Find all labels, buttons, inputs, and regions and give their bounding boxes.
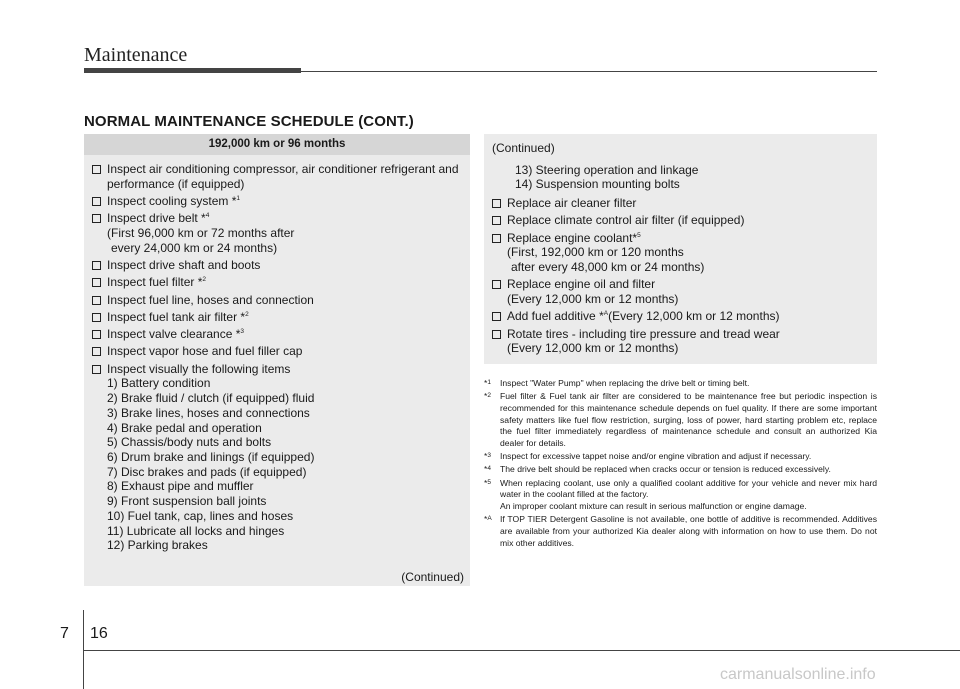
checkbox-icon	[492, 330, 501, 339]
list-item: Inspect vapor hose and fuel filler cap	[92, 344, 464, 359]
list-item: Replace engine oil and filter (Every 12,000 km or 12 months)	[492, 277, 870, 306]
checkbox-icon	[92, 330, 101, 339]
footnote: *$^1$ Inspect "Water Pump" when replacing the drive belt or timing belt.	[484, 378, 750, 388]
list-item: Add fuel additive * A (Every 12,000 km or 12 months)	[492, 309, 870, 324]
checkbox-icon	[92, 296, 101, 305]
list-item: Inspect fuel line, hoses and connection	[92, 293, 464, 308]
section-title: NORMAL MAINTENANCE SCHEDULE (CONT.)	[84, 113, 414, 130]
left-item-list	[92, 162, 464, 556]
checkbox-icon	[92, 347, 101, 356]
checkbox-icon	[492, 216, 501, 225]
running-header: Maintenance	[84, 44, 188, 66]
checkbox-icon	[92, 197, 101, 206]
checkbox-icon	[92, 365, 101, 374]
checkbox-icon	[492, 312, 501, 321]
list-item: 14) Suspension mounting bolts	[515, 177, 680, 192]
checkbox-icon	[92, 261, 101, 270]
list-item: Inspect valve clearance * 3	[92, 327, 464, 342]
checkbox-icon	[92, 165, 101, 174]
continued-label: (Continued)	[492, 141, 555, 155]
footnote: *$^A$ If TOP TIER Detergent Gasoline is not available, one bottle of additive is recommended. Additives are available from your authorized Kia dealer along with information on how to use them. Do not mix other additives.	[484, 514, 877, 548]
checkbox-icon	[492, 199, 501, 208]
list-item: Inspect drive shaft and boots	[92, 258, 464, 273]
list-item: Inspect cooling system * 1	[92, 194, 464, 209]
list-item: Replace climate control air filter (if equipped)	[492, 213, 870, 228]
continued-label: (Continued)	[401, 570, 464, 584]
list-item: 13) Steering operation and linkage	[515, 162, 699, 177]
footnote: *$^2$ Fuel filter & Fuel tank air filter are considered to be maintenance free but periodic inspection is recommended for this maintenance schedule depends on fuel quality. If there are some important safety matters like fuel flow restriction, surging, loss of power, hard starting problem etc, replace the fuel filter immediately regardless of maintenance schedule and consult an authorized Kia dealer for details.	[484, 391, 877, 449]
left-schedule-panel	[84, 134, 470, 586]
checkbox-icon	[92, 313, 101, 322]
checkbox-icon	[92, 278, 101, 287]
footnote: *$^4$ The drive belt should be replaced when cracks occur or tension is reduced excessively.	[484, 464, 831, 475]
list-item: Inspect air conditioning compressor, air conditioner refrigerant and performance (if equipped)	[92, 162, 464, 191]
footnotes	[484, 378, 877, 551]
watermark-text: carmanualsonline.info	[720, 666, 876, 683]
interval-heading: 192,000 km or 96 months	[84, 134, 470, 155]
footnote: *$^3$ Inspect for excessive tappet noise and/or engine vibration and adjust if necessary.	[484, 451, 812, 462]
right-item-list	[492, 141, 870, 359]
list-item: Replace engine coolant* 5 (First, 192,000 km or 120 months after every 48,000 km or 24 months)	[492, 231, 870, 275]
list-item: Rotate tires - including tire pressure and tread wear (Every 12,000 km or 12 months)	[492, 327, 870, 356]
list-item: Inspect fuel filter * 2	[92, 275, 464, 290]
checkbox-icon	[492, 280, 501, 289]
footnote: *$^5$ When replacing coolant, use only a qualified coolant additive for your vehicle and never mix hard water in the coolant filled at the factory. An improper coolant mixture can result in serious malfunction or engine damage.	[484, 477, 877, 512]
chapter-number: 7	[60, 625, 69, 642]
list-item: Inspect visually the following items 1) Battery condition 2) Brake fluid / clutch (if equipped) fluid 3) Brake lines, hoses and connections 4) Brake pedal and operation 5) Chassis/body nuts and bolts 6) Drum brake and linings (if equipped) 7) Disc brakes and pads (if equipped) 8) Exhaust pipe and muffler 9) Front suspension ball joints 10) Fuel tank, cap, lines and hoses 11) Lubricate all locks and hinges 12) Parking brakes	[92, 362, 464, 553]
list-item: Inspect fuel tank air filter * 2	[92, 310, 464, 325]
footer-rule-horizontal	[83, 650, 960, 651]
page-number: 16	[90, 625, 108, 642]
list-item: Inspect drive belt * 4 (First 96,000 km or 72 months after every 24,000 km or 24 months)	[92, 211, 464, 255]
checkbox-icon	[492, 234, 501, 243]
right-schedule-panel	[484, 134, 877, 364]
header-rule-thick	[84, 68, 301, 73]
list-item: Replace air cleaner filter	[492, 196, 870, 211]
header-rule-thin	[301, 71, 877, 72]
checkbox-icon	[92, 214, 101, 223]
